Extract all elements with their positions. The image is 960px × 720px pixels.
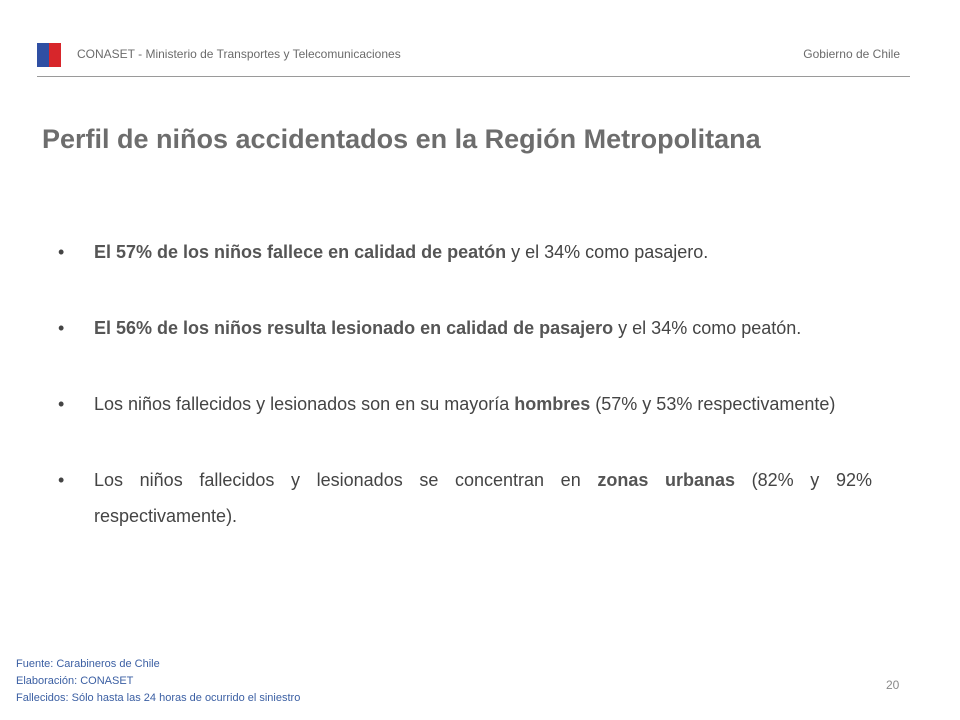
bullet-item <box>56 234 872 270</box>
bullet-item <box>56 310 872 346</box>
bullet-bold-text: hombres <box>514 394 591 414</box>
slide-title: Perfil de niños accidentados en la Región Metropolitana <box>42 124 761 154</box>
chile-flag-logo <box>37 43 61 67</box>
footer-elaboration: Elaboración: CONASET <box>16 675 134 687</box>
bullet-dot-icon: • <box>58 318 65 338</box>
flag-red-block <box>49 43 61 67</box>
footer-notes <box>16 656 300 707</box>
bullet-item <box>56 462 872 534</box>
bullet-bold-text: zonas urbanas <box>597 470 736 490</box>
header-organization: CONASET - Ministerio de Transportes y Telecomunicaciones <box>77 47 401 61</box>
bullet-text: (82% y 92% respectivamente). <box>94 470 872 526</box>
bullet-dot-icon: • <box>58 394 65 414</box>
page-number: 20 <box>886 678 900 692</box>
bullet-text: y el 34% como pasajero. <box>506 242 709 262</box>
bullet-text: (57% y 53% respectivamente) <box>590 394 836 414</box>
bullet-dot-icon: • <box>58 470 65 490</box>
bullet-text: Los niños fallecidos y lesionados son en su mayoría <box>94 394 515 414</box>
bullet-bold-text: El 57% de los niños fallece en calidad de peatón <box>94 242 507 262</box>
footer-source: Fuente: Carabineros de Chile <box>16 658 160 670</box>
bullet-item <box>56 386 872 422</box>
header-government: Gobierno de Chile <box>803 47 900 61</box>
footer-note: Fallecidos: Sólo hasta las 24 horas de ocurrido el siniestro <box>16 692 301 704</box>
bullet-bold-text: El 56% de los niños resulta lesionado en calidad de pasajero <box>94 318 614 338</box>
bullet-text: Los niños fallecidos y lesionados se concentran en <box>94 470 598 490</box>
flag-blue-block <box>37 43 49 67</box>
bullet-dot-icon: • <box>58 242 65 262</box>
bullet-text: y el 34% como peatón. <box>613 318 802 338</box>
header-divider <box>37 76 910 77</box>
bullet-list <box>56 234 872 574</box>
